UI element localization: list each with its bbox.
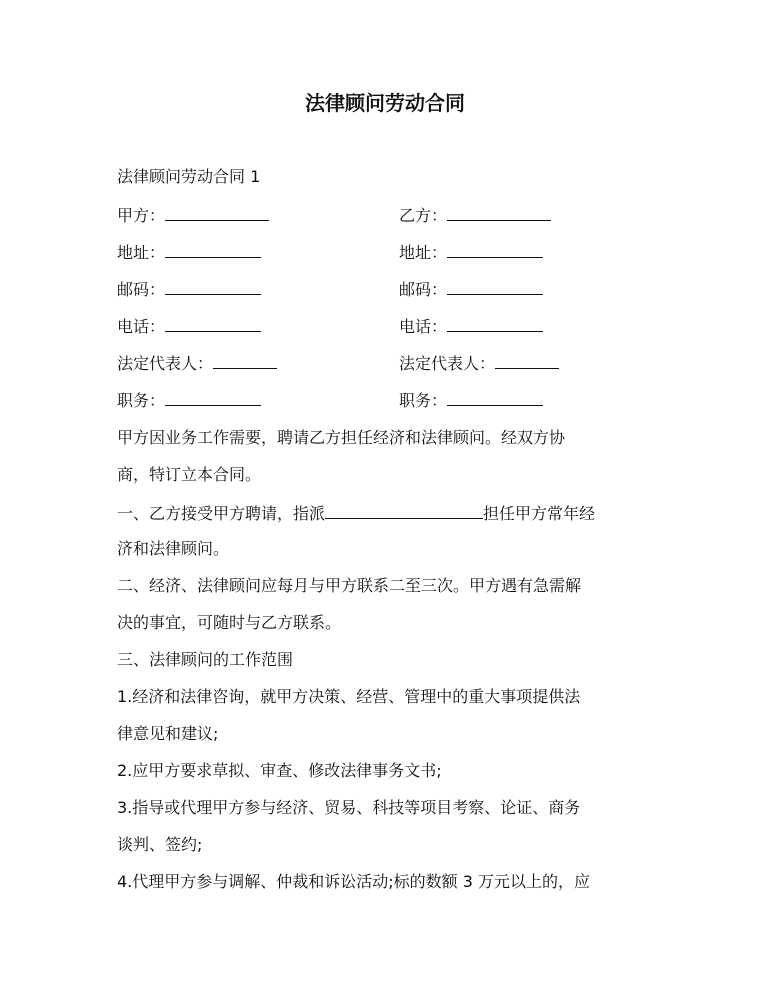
item-2: 2.应甲方要求草拟、审查、修改法律事务文书;: [117, 761, 442, 780]
party-a-name-blank: [165, 202, 269, 221]
party-a-postcode-blank: [165, 276, 261, 295]
party-b-name-field: [399, 202, 551, 228]
party-b-address-field: [399, 239, 543, 265]
item-4-line-1: 4.代理甲方参与调解、仲裁和诉讼活动;标的数额 3 万元以上的，应: [117, 872, 591, 891]
party-a-name-field: [117, 202, 269, 228]
party-a-address-label: 地址：: [117, 243, 166, 262]
party-b-position-blank: [447, 387, 543, 406]
party-a-name-label: 甲方：: [117, 206, 166, 225]
intro-line-2: 商，特订立本合同。: [117, 465, 262, 484]
clause-2-line-1: 二、经济、法律顾问应每月与甲方联系二至三次。甲方遇有急需解: [117, 576, 582, 595]
party-a-rep-blank: [213, 350, 277, 369]
party-a-position-label: 职务：: [117, 391, 166, 410]
party-b-postcode-field: [399, 276, 543, 302]
party-b-phone-field: [399, 313, 543, 339]
clause-1-after-blank: 担任甲方常年经: [483, 504, 596, 523]
clause-1-before-blank: 一、乙方接受甲方聘请，指派: [117, 504, 326, 523]
party-b-rep-blank: [495, 350, 559, 369]
party-a-address-blank: [165, 239, 261, 258]
item-1-line-1: 1.经济和法律咨询，就甲方决策、经营、管理中的重大事项提供法: [117, 687, 581, 706]
clause-3-heading: 三、法律顾问的工作范围: [117, 650, 294, 669]
party-a-rep-field: [117, 350, 277, 376]
party-a-phone-blank: [165, 313, 261, 332]
party-b-position-label: 职务：: [399, 391, 448, 410]
party-a-position-field: [117, 387, 261, 413]
clause-1-line-2: 济和法律顾问。: [117, 539, 230, 558]
party-b-address-label: 地址：: [399, 243, 448, 262]
clause-2-line-2: 决的事宜，可随时与乙方联系。: [117, 613, 342, 632]
document-title: 法律顾问劳动合同: [305, 91, 465, 115]
party-b-postcode-blank: [447, 276, 543, 295]
item-3-line-1: 3.指导或代理甲方参与经济、贸易、科技等项目考察、论证、商务: [117, 798, 581, 817]
party-a-address-field: [117, 239, 261, 265]
party-b-phone-label: 电话：: [399, 317, 448, 336]
party-a-phone-field: [117, 313, 261, 339]
party-b-position-field: [399, 387, 543, 413]
intro-line-1: 甲方因业务工作需要，聘请乙方担任经济和法律顾问。经双方协: [117, 428, 566, 447]
party-b-rep-label: 法定代表人：: [399, 354, 496, 373]
party-b-name-label: 乙方：: [399, 206, 448, 225]
clause-1-line-1: [117, 500, 595, 526]
item-3-line-2: 谈判、签约;: [117, 835, 203, 854]
party-a-postcode-field: [117, 276, 261, 302]
party-b-postcode-label: 邮码：: [399, 280, 448, 299]
party-b-name-blank: [447, 202, 551, 221]
party-a-phone-label: 电话：: [117, 317, 166, 336]
clause-1-blank: [325, 500, 483, 519]
party-a-postcode-label: 邮码：: [117, 280, 166, 299]
item-1-line-2: 律意见和建议;: [117, 724, 219, 743]
party-b-rep-field: [399, 350, 559, 376]
party-b-phone-blank: [447, 313, 543, 332]
party-b-address-blank: [447, 239, 543, 258]
document-subtitle: 法律顾问劳动合同 1: [117, 167, 261, 186]
party-a-rep-label: 法定代表人：: [117, 354, 214, 373]
party-a-position-blank: [165, 387, 261, 406]
